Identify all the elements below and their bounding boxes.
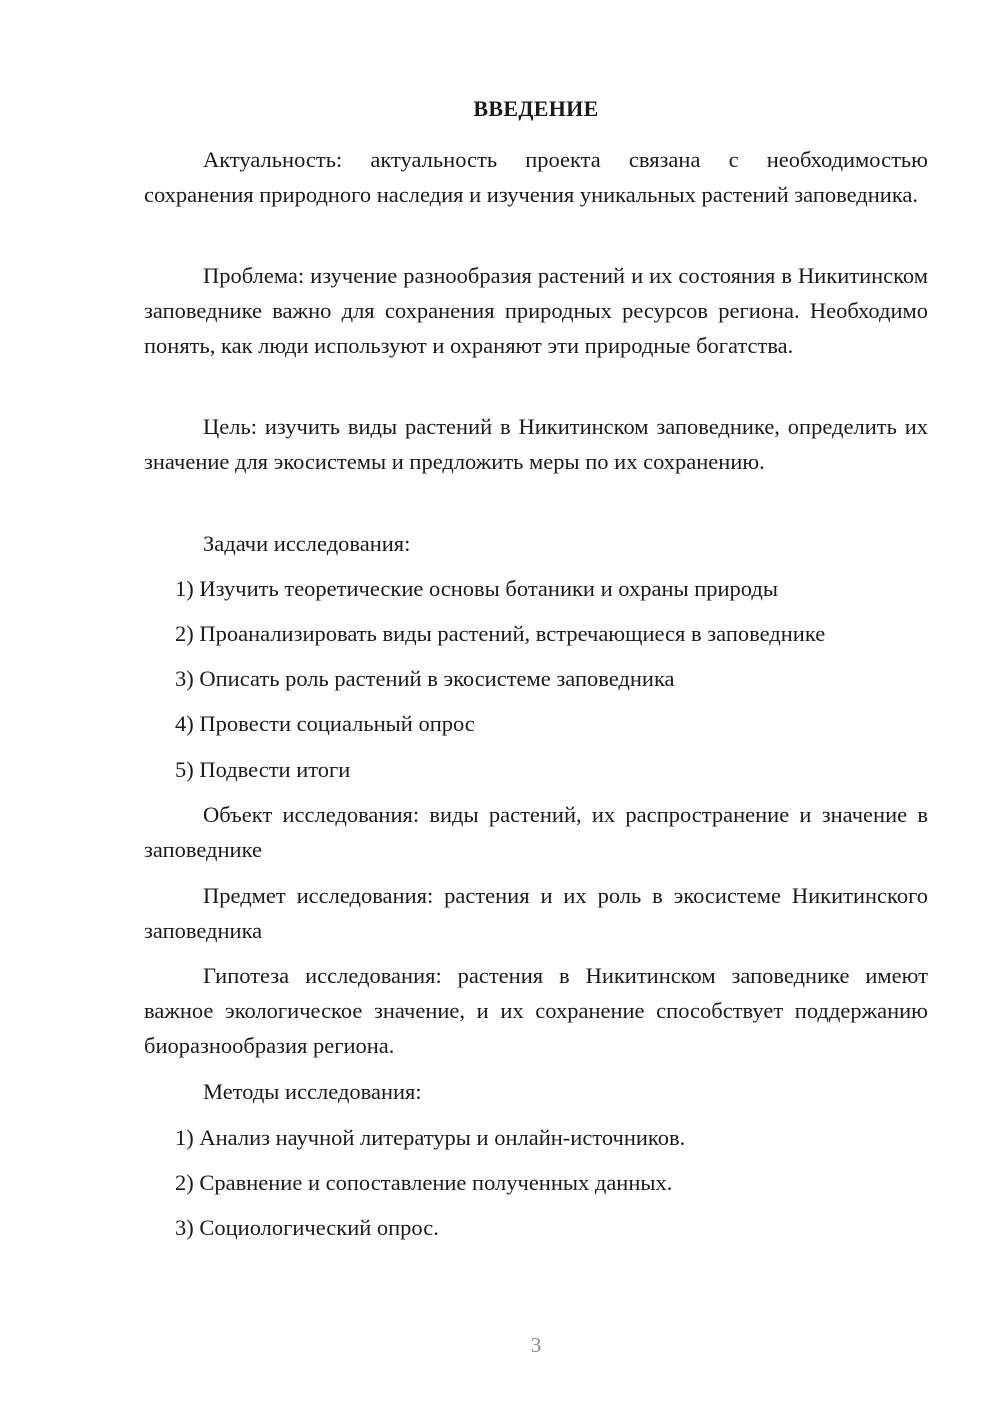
task-item: 5) Подвести итоги bbox=[175, 757, 351, 782]
task-item: 4) Провести социальный опрос bbox=[175, 711, 475, 736]
tasks-heading: Задачи исследования: bbox=[203, 531, 411, 556]
task-item: 3) Описать роль растений в экосистеме заповедника bbox=[175, 666, 675, 691]
page-title: ВВЕДЕНИЕ bbox=[473, 96, 599, 121]
relevance-paragraph: Актуальность: актуальность проекта связана с необходимостью сохранения природного наследия и изучения уникальных растений заповедника. bbox=[144, 147, 928, 207]
method-item: 1) Анализ научной литературы и онлайн-источников. bbox=[175, 1125, 686, 1150]
subject-paragraph: Предмет исследования: растения и их роль в экосистеме Никитинского заповедника bbox=[144, 883, 928, 943]
hypothesis-paragraph: Гипотеза исследования: растения в Никитинском заповеднике имеют важное экологическое значение, и их сохранение способствует поддержанию биоразнообразия региона. bbox=[144, 963, 928, 1058]
methods-heading: Методы исследования: bbox=[203, 1079, 422, 1104]
goal-paragraph: Цель: изучить виды растений в Никитинском заповеднике, определить их значение для экосистемы и предложить меры по их сохранению. bbox=[144, 414, 928, 474]
task-item: 1) Изучить теоретические основы ботаники и охраны природы bbox=[175, 576, 778, 601]
problem-paragraph: Проблема: изучение разнообразия растений и их состояния в Никитинском заповеднике важно для сохранения природных ресурсов региона. Необходимо понять, как люди используют и охраняют эти природные богатства. bbox=[144, 263, 928, 358]
page-number: 3 bbox=[530, 1333, 542, 1357]
method-item: 2) Сравнение и сопоставление полученных данных. bbox=[175, 1170, 673, 1195]
object-paragraph: Объект исследования: виды растений, их распространение и значение в заповеднике bbox=[144, 802, 928, 862]
method-item: 3) Социологический опрос. bbox=[175, 1215, 439, 1240]
task-item: 2) Проанализировать виды растений, встречающиеся в заповеднике bbox=[175, 621, 826, 646]
